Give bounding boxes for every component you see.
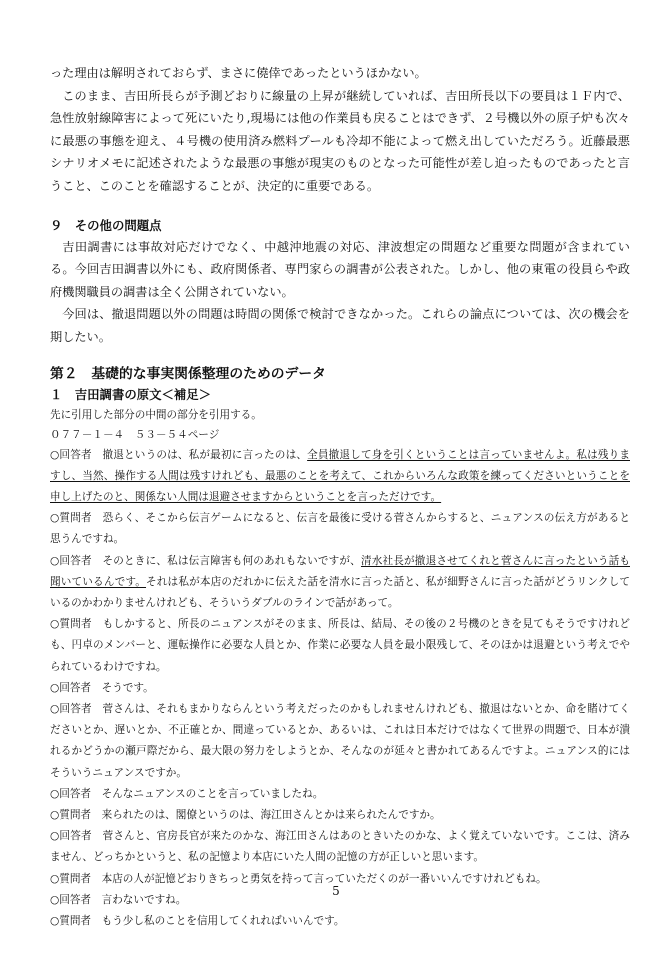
- transcript: [50, 445, 630, 933]
- intro-line: った理由は解明されておらず、まさに僥倖であったというほかない。: [50, 66, 427, 80]
- transcript-entry: [50, 826, 630, 868]
- quote-note: 先に引用した部分の中間の部分を引用する。: [50, 408, 262, 421]
- entry-text: ○回答者 言わないですね。: [50, 893, 187, 906]
- subsection-1-heading: １ 吉田調書の原文＜補足＞: [50, 386, 212, 402]
- page-number: 5: [332, 884, 340, 898]
- entry-text: ○質問者 恐らく、そこから伝言ゲームになると、伝言を最後に受ける菅さんからすると、ニュアンスの伝え方があると思うんですね。: [50, 512, 630, 546]
- section-9-paragraph-2: 今回は、撤退問題以外の問題は時間の関係で検討できなかった。これらの論点については、次の機会を期したい。: [50, 307, 630, 344]
- entry-text: それは私が本店のだれかに伝えた話を清水に言った話と、私が細野さんに言った話がどうリンクしているのかわかりませんけれども、そういうダブルのラインで話があって。: [50, 575, 630, 609]
- transcript-entry: [50, 784, 630, 805]
- transcript-entry: [50, 508, 630, 550]
- entry-text: ○回答者 そうです。: [50, 681, 154, 694]
- underlined-text: 全員撤退して身を引くということは言っていませんよ。私は残りますし、当然、操作する人間は残すけれども、最悪のことを考えて、これからいろんな政策を練ってくださいということを申し上げたのと、関係ない人間は退避させますからということを言っただけです。: [50, 448, 630, 503]
- entry-text: ○質問者 もう少し私のことを信用してくれればいいんです。: [50, 915, 345, 927]
- entry-text: ○回答者 そのときに、私は伝言障害も何のあれもないですが、: [50, 554, 361, 567]
- transcript-entry: [50, 699, 630, 784]
- transcript-entry: [50, 445, 630, 509]
- entry-text: ○質問者 本店の人が記憶どおりきちっと勇気を持って言っていただくのが一番いいんですけれどもね。: [50, 872, 547, 885]
- part-2-heading: 第２ 基礎的な事実関係整理のためのデータ: [50, 365, 326, 382]
- section-9-heading: ９ その他の問題点: [50, 217, 162, 233]
- transcript-entry: [50, 614, 630, 678]
- entry-text: ○回答者 菅さんと、官房長官が来たのかな、海江田さんはあのときいたのかな、よく覚えていないです。ここは、済みません、どっちかというと、私の記憶より本店にいた人間の記憶の方が正しいと思います。: [50, 830, 630, 864]
- entry-text: ○回答者 撤退というのは、私が最初に言ったのは、: [50, 448, 308, 461]
- entry-text: ○質問者 もしかすると、所長のニュアンスがそのまま、所長は、結局、その後の２号機のときを見てもそうですけれども、円卓のメンバーと、運転操作に必要な人員とか、作業に必要な人員を最小限残して、そのほかは退避という考えでやられているわけですね。: [50, 618, 630, 673]
- transcript-entry: [50, 678, 630, 699]
- intro-paragraph: このまま、吉田所長らが予測どおりに線量の上昇が継続していれば、吉田所長以下の要員は１Ｆ内で、急性放射線障害によって死にいたり,現場には他の作業員も戻ることはできず、２号機以外の原子炉も次々に最悪の事態を迎え、４号機の使用済み燃料プールも冷却不能によって燃え出していただろう。近藤最悪シナリオメモに記述されたような最悪の事態が現実のものとなった可能性が差し迫ったものであったと言うこと、このことを確認することが、決定的に重要である。: [50, 88, 630, 193]
- transcript-entry: [50, 805, 630, 826]
- entry-text: ○回答者 そんなニュアンスのことを言っていましたね。: [50, 787, 324, 800]
- entry-text: ○回答者 菅さんは、それもまかりならんという考えだったのかもしれませんけれども、撤退はないとか、命を賭けてくださいとか、遅いとか、不正確とか、間違っているとか、あるいは、これは日本だけではなくて世界の問題で、日本が潰れるかどうかの瀬戸際だから、最大限の努力をしようとか、そんなのが延々と書かれてあるんですよ。ニュアンス的にはそういうニュアンスですか。: [50, 702, 630, 779]
- entry-text: ○質問者 来られたのは、閣僚というのは、海江田さんとかは来られたんですか。: [50, 808, 441, 821]
- section-9-paragraph-1: 吉田調書には事故対応だけでなく、中越沖地震の対応、津波想定の問題など重要な問題が含まれている。今回吉田調書以外にも、政府関係者、専門家らの調書が公表された。しかし、他の東電の役員らや政府機関職員の調書は全く公開されていない。: [50, 239, 630, 299]
- underlined-text: 清水社長が撤退させてくれと菅さんに言ったという話も聞いているんです。: [50, 554, 630, 588]
- document-page: [50, 62, 630, 932]
- page-reference: ０７７－１－４ ５３－５４ページ: [50, 428, 220, 441]
- transcript-entry: [50, 911, 630, 932]
- transcript-entry: [50, 551, 630, 615]
